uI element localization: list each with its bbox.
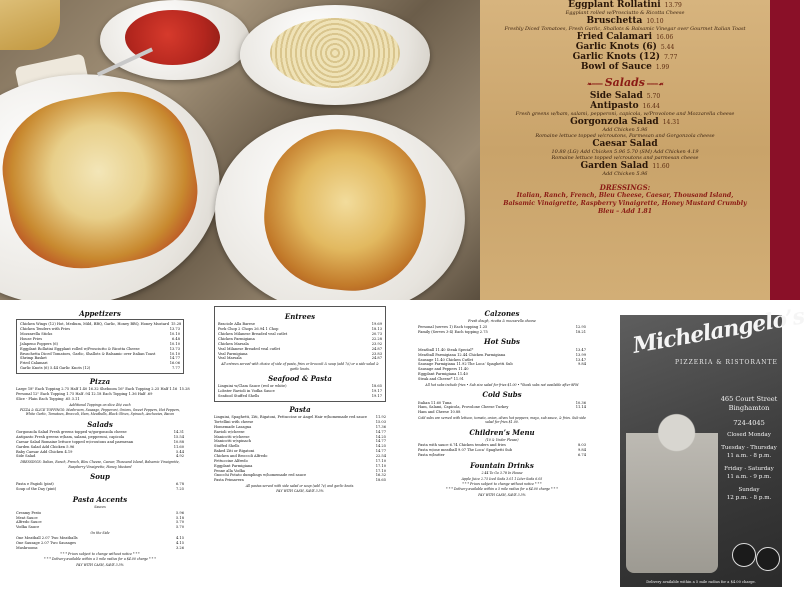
item-name: Mozzarella Sticks — [20, 332, 53, 337]
item-price: 18.65 — [371, 384, 382, 389]
item-price: 17.36 — [375, 424, 386, 429]
menu-item — [214, 478, 386, 483]
menu-item — [418, 377, 586, 382]
address-street: 465 Court Street — [720, 395, 778, 403]
item-name: Personal (serves 1) Each topping 1.25 — [418, 324, 488, 329]
dressings-heading: DRESSINGS: — [599, 183, 651, 192]
footer-notes — [418, 482, 586, 497]
calzones-list — [418, 325, 586, 335]
item-name: Italian 11.60 Tuna — [418, 400, 452, 405]
item-name: Steak and Cheese* 11.91 — [418, 376, 464, 381]
item-name: Jalapeno Poppers (6) — [20, 341, 58, 346]
item-name: Eggplant Parmigiana — [214, 463, 253, 468]
item-name: Fried Calamari — [20, 361, 48, 366]
item-price: 4.92 — [175, 454, 184, 459]
item-price: 15.28 — [171, 322, 182, 327]
drink-glass — [0, 0, 60, 50]
dressings-list: Italian, Ranch, French, Bleu Cheese, Caesar, Thousand Island, Balsamic Vinaigrette, Raspberry Vinaigrette, Honey Mustard Crumbly Bleu – Add 1.81 — [503, 192, 747, 215]
item-name: One Meatball 2.07 Two Meatballs — [16, 536, 78, 541]
item-name: Sausage Parmigiana 11.92 The Loca’ Spaghetti Sub — [418, 362, 513, 367]
item-price: 7.77 — [664, 54, 678, 61]
delivery-note: Delivery available within a 5 mile radius for a $4.00 charge. — [646, 580, 756, 584]
restaurant-subtitle: PIZZERIA & RISTORANTE — [675, 359, 778, 366]
item-description: Fresh greens w/ham, salami, pepperoni, capicola, w/Provolone and Mozzarella cheese — [515, 111, 735, 117]
item-name: Mushrooms — [16, 546, 38, 551]
item-name: Bruschetta — [586, 16, 643, 26]
item-name: Shrimp Basket — [20, 356, 47, 361]
item-description: Eggplant rolled w/Prosciutto & Ricotta Cheese — [565, 10, 685, 16]
item-name: Ravioli w/cheese — [214, 429, 245, 434]
item-price: 20.73 — [371, 332, 382, 337]
item-name: Antipasto — [590, 101, 639, 111]
hot-subs-note: All hot subs include fries • Sub size salad for fries $1.00 • *Steak subs not available after 8PM — [425, 382, 579, 387]
item-price: 17.10 — [375, 463, 386, 468]
item-price: 7.25 — [175, 487, 184, 492]
note-line: PIZZA & SLICE TOPPINGS: Mushroom, Sausage, Pepperoni, Onions, Sweet Peppers, Hot Peppers, White Garlic, Tomatoes, Broccoli, Ham, Meatballs, Black Olives, Spinach, Anchovies, Bacon — [19, 408, 181, 417]
item-price: 14.25 — [375, 434, 386, 439]
hours-sunday: Sunday — [738, 487, 760, 494]
item-price: 13.47 — [575, 347, 586, 352]
note-line: * * * Prices subject to change without notice * * * — [60, 552, 140, 556]
sauces-label: Sauces — [94, 505, 106, 510]
item-name: House Fries — [20, 336, 43, 341]
item-name: Meat Sauce — [16, 515, 38, 520]
menu-item — [16, 546, 184, 551]
item-price: 6.74 — [577, 453, 586, 458]
phone-number: 724-4045 — [733, 418, 765, 427]
hours-weekday: Tuesday - Thursday — [721, 445, 777, 452]
pizza-notes — [16, 403, 184, 417]
item-price: 24.87 — [371, 356, 382, 361]
item-name: Pasta with sauce 6.74 Chicken tenders and fries — [418, 443, 506, 448]
item-price: 18.65 — [375, 478, 386, 483]
column-3 — [418, 306, 586, 498]
drinks-heading: Fountain Drinks — [470, 460, 534, 470]
item-name: Chicken Milanese Breaded veal cutlet — [218, 332, 288, 337]
item-price: 3.26 — [175, 546, 184, 551]
seafood-heading: Seafood & Pasta — [268, 373, 332, 383]
item-name: Garlic Knots (6) 5.44 Garlic Knots (12) — [20, 366, 91, 371]
item-name: Garlic Knots (12) — [572, 52, 661, 62]
item-name: Meatball Parmigiana 12.44 Chicken Parmigiana — [418, 352, 506, 357]
seafood-list — [218, 384, 382, 399]
item-price: 14.77 — [375, 449, 386, 454]
item-price: 14.31 — [662, 119, 680, 126]
item-name: Manicotti w/cheese — [214, 434, 250, 439]
item-price: 4.15 — [175, 541, 184, 546]
item-price: 16.44 — [642, 103, 660, 110]
menu-item — [418, 453, 586, 458]
item-extra: 10.88 (LG) Add Chicken 5.96 5.70 (SM) Add Chicken 4.19 — [551, 149, 699, 155]
item-price: 15.28 — [179, 387, 190, 392]
menu-item — [418, 330, 586, 335]
menu-item — [418, 410, 586, 415]
hours-weekday-time: 11 a.m. - 8 p.m. — [726, 452, 772, 459]
on-side-label: On the Side — [90, 531, 110, 536]
soup-heading: Soup — [90, 471, 110, 481]
menu-item — [480, 52, 770, 62]
item-extra: Add Chicken 5.96 — [602, 171, 648, 177]
item-name: Fried Calamari — [576, 32, 653, 42]
item-price: 5.70 — [175, 520, 184, 525]
item-name: Antipasto Fresh greens w/ham, salami, pepperoni, capicola — [16, 435, 125, 440]
item-name: Veal Milanese Breaded veal cutlet — [218, 346, 281, 351]
menu-item — [16, 454, 184, 459]
item-name: Braciole Alla Barese — [218, 322, 256, 327]
item-name: Eggplant Parmigiana 11.40 — [418, 372, 468, 377]
food-photo — [0, 0, 480, 300]
cold-subs-note: Cold subs are served with lettuce, tomato, onion, olives hot peppers, mayo, sub sauce, & fries. Sub side salad for fries $1.00. — [418, 416, 586, 425]
item-price: 14.25 — [375, 444, 386, 449]
item-description: Freshly Diced Tomatoes, Fresh Garlic, Shallots & Balsamic Vinegar over Gourmet Italian Toast — [504, 26, 746, 32]
item-name: Sausage 11.40 Chicken Cutlet — [418, 357, 474, 362]
pasta-accents-list — [16, 511, 184, 530]
item-price: 22.28 — [371, 336, 382, 341]
item-price: 8.03 — [577, 443, 586, 448]
item-description: Romaine lettuce topped w/croutons and parmesan cheese — [551, 155, 699, 161]
item-name: Chicken Tenders with Fries — [20, 327, 71, 332]
item-price: 11.92 — [375, 415, 386, 420]
kids-subtitle: (10 & Under Please) — [485, 438, 519, 443]
item-price: 5.70 — [646, 93, 661, 100]
cold-subs-heading: Cold Subs — [482, 390, 522, 400]
salads-heading: ❧━━━ Salads ━━━☙ — [586, 76, 664, 89]
item-price: 9.84 — [577, 448, 586, 453]
item-name: Chicken Parmigiana — [218, 336, 255, 341]
item-description: Romaine lettuce topped w/croutons, Parmesan and Gorgonzola cheese — [535, 133, 715, 139]
item-name: Garlic Knots (6) — [575, 42, 657, 52]
item-price: 23.92 — [371, 341, 382, 346]
item-name: Pasta w/one meatball 9.07 The Loca’ Spaghetti Sub — [418, 448, 513, 453]
item-name: Veal Parmigiana — [218, 351, 248, 356]
menu-item — [218, 394, 382, 399]
column-1 — [16, 306, 190, 568]
item-name: Personal 12" Each Topping 1.75 Half .94 12.18 Each Topping 1.36 Half .69 — [16, 392, 153, 397]
item-price: 23.83 — [371, 351, 382, 356]
item-name: Chicken and Broccoli Alfredo — [214, 453, 268, 458]
salads-heading: Salads — [87, 419, 113, 429]
item-price: 14.77 — [169, 356, 180, 361]
item-name: Bruschetta Diced Tomatoes, Garlic, Shallots & Balsamic over Italian Toast — [20, 351, 156, 356]
item-name: Ham and Cheese 10.88 — [418, 410, 461, 415]
item-price: 4.15 — [175, 536, 184, 541]
coin-seal-icon — [756, 547, 780, 571]
appetizer-list — [480, 0, 770, 72]
drinks-more: Apple Juice 2.75 Iced Soda 3.01 1 Liter Soda 6.05 — [461, 476, 543, 481]
entrees-note: All entrees served with choice of side of pasta, fries or broccoli & soup (add 7¢) or a side salad & garlic knots. — [221, 362, 379, 371]
item-name: Pork Chop 2 Chops 26.94 1 Chop — [218, 327, 279, 332]
menu-item — [480, 32, 770, 42]
item-name: Garden Salad Add Chicken 5.96 — [16, 444, 75, 449]
note-line: Additional Toppings on slice 40¢ each — [69, 402, 131, 407]
hot-subs-heading: Hot Subs — [484, 337, 520, 347]
item-name: Seafood Stuffed Shells — [218, 393, 260, 398]
menu-item — [218, 356, 382, 361]
item-name: Caesar Salad Romaine lettuce topped w/croutons and parmesan — [16, 439, 134, 444]
item-name: Manicotti w/spinach — [214, 439, 252, 444]
item-name: Vodka Sauce — [16, 525, 40, 530]
hours-weekend: Friday - Saturday — [724, 466, 774, 473]
note-line: * * * Delivery available within a 5 mile radius for a $4.00 charge * * * — [44, 557, 156, 562]
item-price: 16.32 — [375, 473, 386, 478]
item-price: 10.10 — [169, 341, 180, 346]
item-name: Meatball 11.40 Steak Special* — [418, 347, 474, 352]
menu-item — [16, 487, 184, 492]
item-name: Large 18" Each Topping 2.75 Half 1.40 16.32 Sheboom 16" Each Topping 2.25 Half 1.16 — [16, 387, 178, 392]
note-line: * * * Prices subject to change without notice * * * — [462, 482, 542, 487]
item-price: 13.47 — [575, 357, 586, 362]
item-name: Gorgonzola Salad Fresh greens topped w/gorgonzola cheese — [16, 430, 127, 435]
item-price: 12.95 — [575, 324, 586, 329]
pasta-accents-heading: Pasta Accents — [72, 495, 128, 505]
pasta-note: All pastas served with side salad or soup (add 7¢) and garlic knots. — [245, 484, 355, 489]
calzones-heading: Calzones — [484, 309, 520, 318]
item-price: 14.77 — [375, 429, 386, 434]
item-price: 10.10 — [169, 332, 180, 337]
item-name: Alfredo Sauce — [16, 520, 42, 525]
menu-item — [16, 397, 184, 402]
item-name: Linguini, Spaghetti, Ziti, Rigatoni, Fettuccine or Angel Hair w/homemade red sauce — [214, 415, 367, 420]
on-side-list — [16, 536, 184, 551]
item-name: Veal Marsala — [218, 356, 242, 361]
menu-item — [480, 16, 770, 26]
item-price: 19.17 — [371, 389, 382, 394]
item-name: Eggplant Rollatini Eggplant rolled w/Prosciutto & Ricotta Cheese — [20, 346, 140, 351]
item-price: 10.10 — [169, 351, 180, 356]
item-name: Pasta e Fagioli (pint) — [16, 482, 54, 487]
item-price: 16.06 — [656, 34, 674, 41]
drinks-prices: 2.44 To Go 3.78 In House — [481, 471, 523, 476]
item-price: 18.21 — [575, 329, 586, 334]
menu-item — [480, 91, 770, 101]
entrees-heading: Entrees — [284, 312, 316, 321]
item-price: 24.87 — [371, 346, 382, 351]
pasta-white-sauce — [270, 18, 400, 88]
soup-list — [16, 482, 184, 492]
note-line: PAY WITH CASH, SAVE 3.5% — [76, 562, 124, 567]
pasta-heading: Pasta — [289, 404, 311, 414]
item-name: Creamy Pesto — [16, 510, 42, 515]
menu-item — [480, 161, 770, 171]
item-name: Tortellini with cheese — [214, 420, 254, 425]
item-name: Ham, Salami, Capicola, Provolone Cheese Turkey — [418, 405, 509, 410]
item-price: 19.17 — [371, 393, 382, 398]
item-name: Eggplant Rollatini — [568, 0, 661, 10]
item-name: Garden Salad — [580, 161, 649, 171]
footer-notes — [16, 552, 184, 567]
column-2 — [214, 306, 386, 495]
menu-item — [20, 366, 180, 371]
item-name: Stuffed Shells — [214, 444, 240, 449]
item-name: Lobster Ravioli in Vodka Sauce — [218, 389, 275, 394]
menu-item — [480, 139, 770, 149]
cold-subs-list — [418, 401, 586, 416]
item-name: Baked Ziti or Rigatoni — [214, 449, 255, 454]
hours-sunday-time: 12 p.m. - 8 p.m. — [726, 494, 772, 501]
item-price: 15.03 — [375, 420, 386, 425]
item-name: Family (Serves 3-4) Each topping 2.75 — [418, 329, 488, 334]
closed-day: Closed Monday — [727, 431, 771, 438]
item-name: Chicken Marsala — [218, 341, 249, 346]
item-price: 9.84 — [577, 362, 586, 367]
menu-item — [480, 101, 770, 111]
menu-item — [16, 525, 184, 530]
item-name: Fettuccine Alfredo — [214, 458, 248, 463]
item-name: Sausage and Peppers 11.40 — [418, 367, 469, 372]
calzones-note: Fresh dough, ricotta & mozzarella cheese — [468, 319, 536, 324]
note-line: * * * Delivery available within a 5 mile radius for a $4.00 charge * * * — [446, 487, 558, 492]
item-price: 14.77 — [375, 439, 386, 444]
pay-cash-note: PAY WITH CASH, SAVE 3.5% — [276, 489, 324, 494]
item-name: Homemade Lasagna — [214, 424, 252, 429]
item-price: 5.96 — [175, 510, 184, 515]
menu-page-top — [480, 0, 770, 300]
item-price: 14.31 — [173, 430, 184, 435]
item-price: 17.10 — [375, 468, 386, 473]
menu-item — [480, 42, 770, 52]
menu-item — [480, 0, 770, 10]
item-price: 13.73 — [169, 327, 180, 332]
item-name: One Sausage 2.07 Two Sausages — [16, 541, 76, 546]
item-price: 5.44 — [660, 44, 675, 51]
item-name: Gorgonzola Salad — [570, 117, 659, 127]
appetizers-list — [16, 319, 184, 373]
pizza-heading: Pizza — [89, 376, 111, 386]
menu-item — [480, 117, 770, 127]
item-name: Penne alla Vodka — [214, 468, 246, 473]
kids-list — [418, 443, 586, 458]
item-price: 22.54 — [375, 453, 386, 458]
item-price: 5.70 — [175, 525, 184, 530]
item-price: 10.10 — [646, 18, 664, 25]
menu-item — [480, 62, 770, 72]
item-price: 10.88 — [173, 439, 184, 444]
item-name: Bowl of Sauce — [580, 62, 652, 72]
note-line: PAY WITH CASH, SAVE 3.5% — [478, 492, 526, 497]
item-name: Gnocchi Potato dumplings w/homemade red sauce — [214, 473, 307, 478]
item-name: Pasta w/butter — [418, 453, 445, 458]
item-name: Caesar Salad — [592, 139, 658, 149]
restaurant-info — [718, 395, 780, 503]
restaurant-promo — [620, 303, 806, 587]
item-name: Soup of the Day (pint) — [16, 487, 57, 492]
item-price: 13.99 — [575, 352, 586, 357]
item-name: Baby Caesar Add Chicken 4.19 — [16, 449, 73, 454]
appetizers-heading: Appetizers — [79, 309, 121, 318]
salad-note: DRESSINGS: Italian, Ranch, French, Bleu Cheese, Caesar, Thousand Island, Balsamic Vinaigrette, Raspberry Vinaigrette, Honey Mustard — [20, 460, 180, 469]
item-price: 17.10 — [375, 458, 386, 463]
item-name: Linguini w/Clam Sauce (red or white) — [218, 384, 287, 389]
item-price: 18.13 — [371, 327, 382, 332]
salad-list — [480, 91, 770, 177]
item-price: 6.78 — [175, 482, 184, 487]
pizza-list — [16, 387, 190, 402]
item-price: 11.60 — [652, 163, 670, 170]
salads-list — [16, 430, 184, 459]
item-price: 10.36 — [575, 400, 586, 405]
item-price: 13.73 — [169, 346, 180, 351]
kids-heading: Children’s Menu — [469, 427, 535, 437]
item-price: 5.44 — [175, 449, 184, 454]
item-name: Side Salad — [589, 91, 643, 101]
item-name: Slice - Plain Each Topping .65 3.11 — [16, 397, 80, 401]
item-price: 15.54 — [173, 435, 184, 440]
item-extra: Add Chicken 5.96 — [602, 127, 648, 133]
coin-seal-icon — [732, 543, 756, 567]
item-price: 1.99 — [655, 64, 670, 71]
item-name: Pasta Primavera — [214, 478, 244, 483]
address-city: Binghamton — [728, 403, 770, 412]
item-price: 5.18 — [175, 515, 184, 520]
item-price: 16.06 — [169, 361, 180, 366]
hours-weekend-time: 11 a.m. - 9 p.m. — [726, 473, 772, 480]
item-price: 19.69 — [371, 322, 382, 327]
pasta-list — [214, 415, 386, 483]
item-price: 11.60 — [173, 444, 184, 449]
restaurant-logo: Michelangelo’s — [630, 303, 806, 359]
entrees-list — [218, 322, 382, 361]
item-price: 11.14 — [575, 405, 586, 410]
david-statue-image — [626, 393, 718, 573]
item-name: Chicken Wings (12) Hot, Medium, Mild, BBQ, Garlic, Honey BBQ, Honey Mustard — [20, 322, 170, 327]
hot-subs-list — [418, 348, 586, 382]
item-price: 7.77 — [171, 366, 180, 371]
red-border — [770, 0, 800, 300]
item-price: 6.48 — [171, 336, 180, 341]
item-name: Side Salad — [16, 454, 36, 459]
item-price: 13.79 — [664, 2, 682, 9]
